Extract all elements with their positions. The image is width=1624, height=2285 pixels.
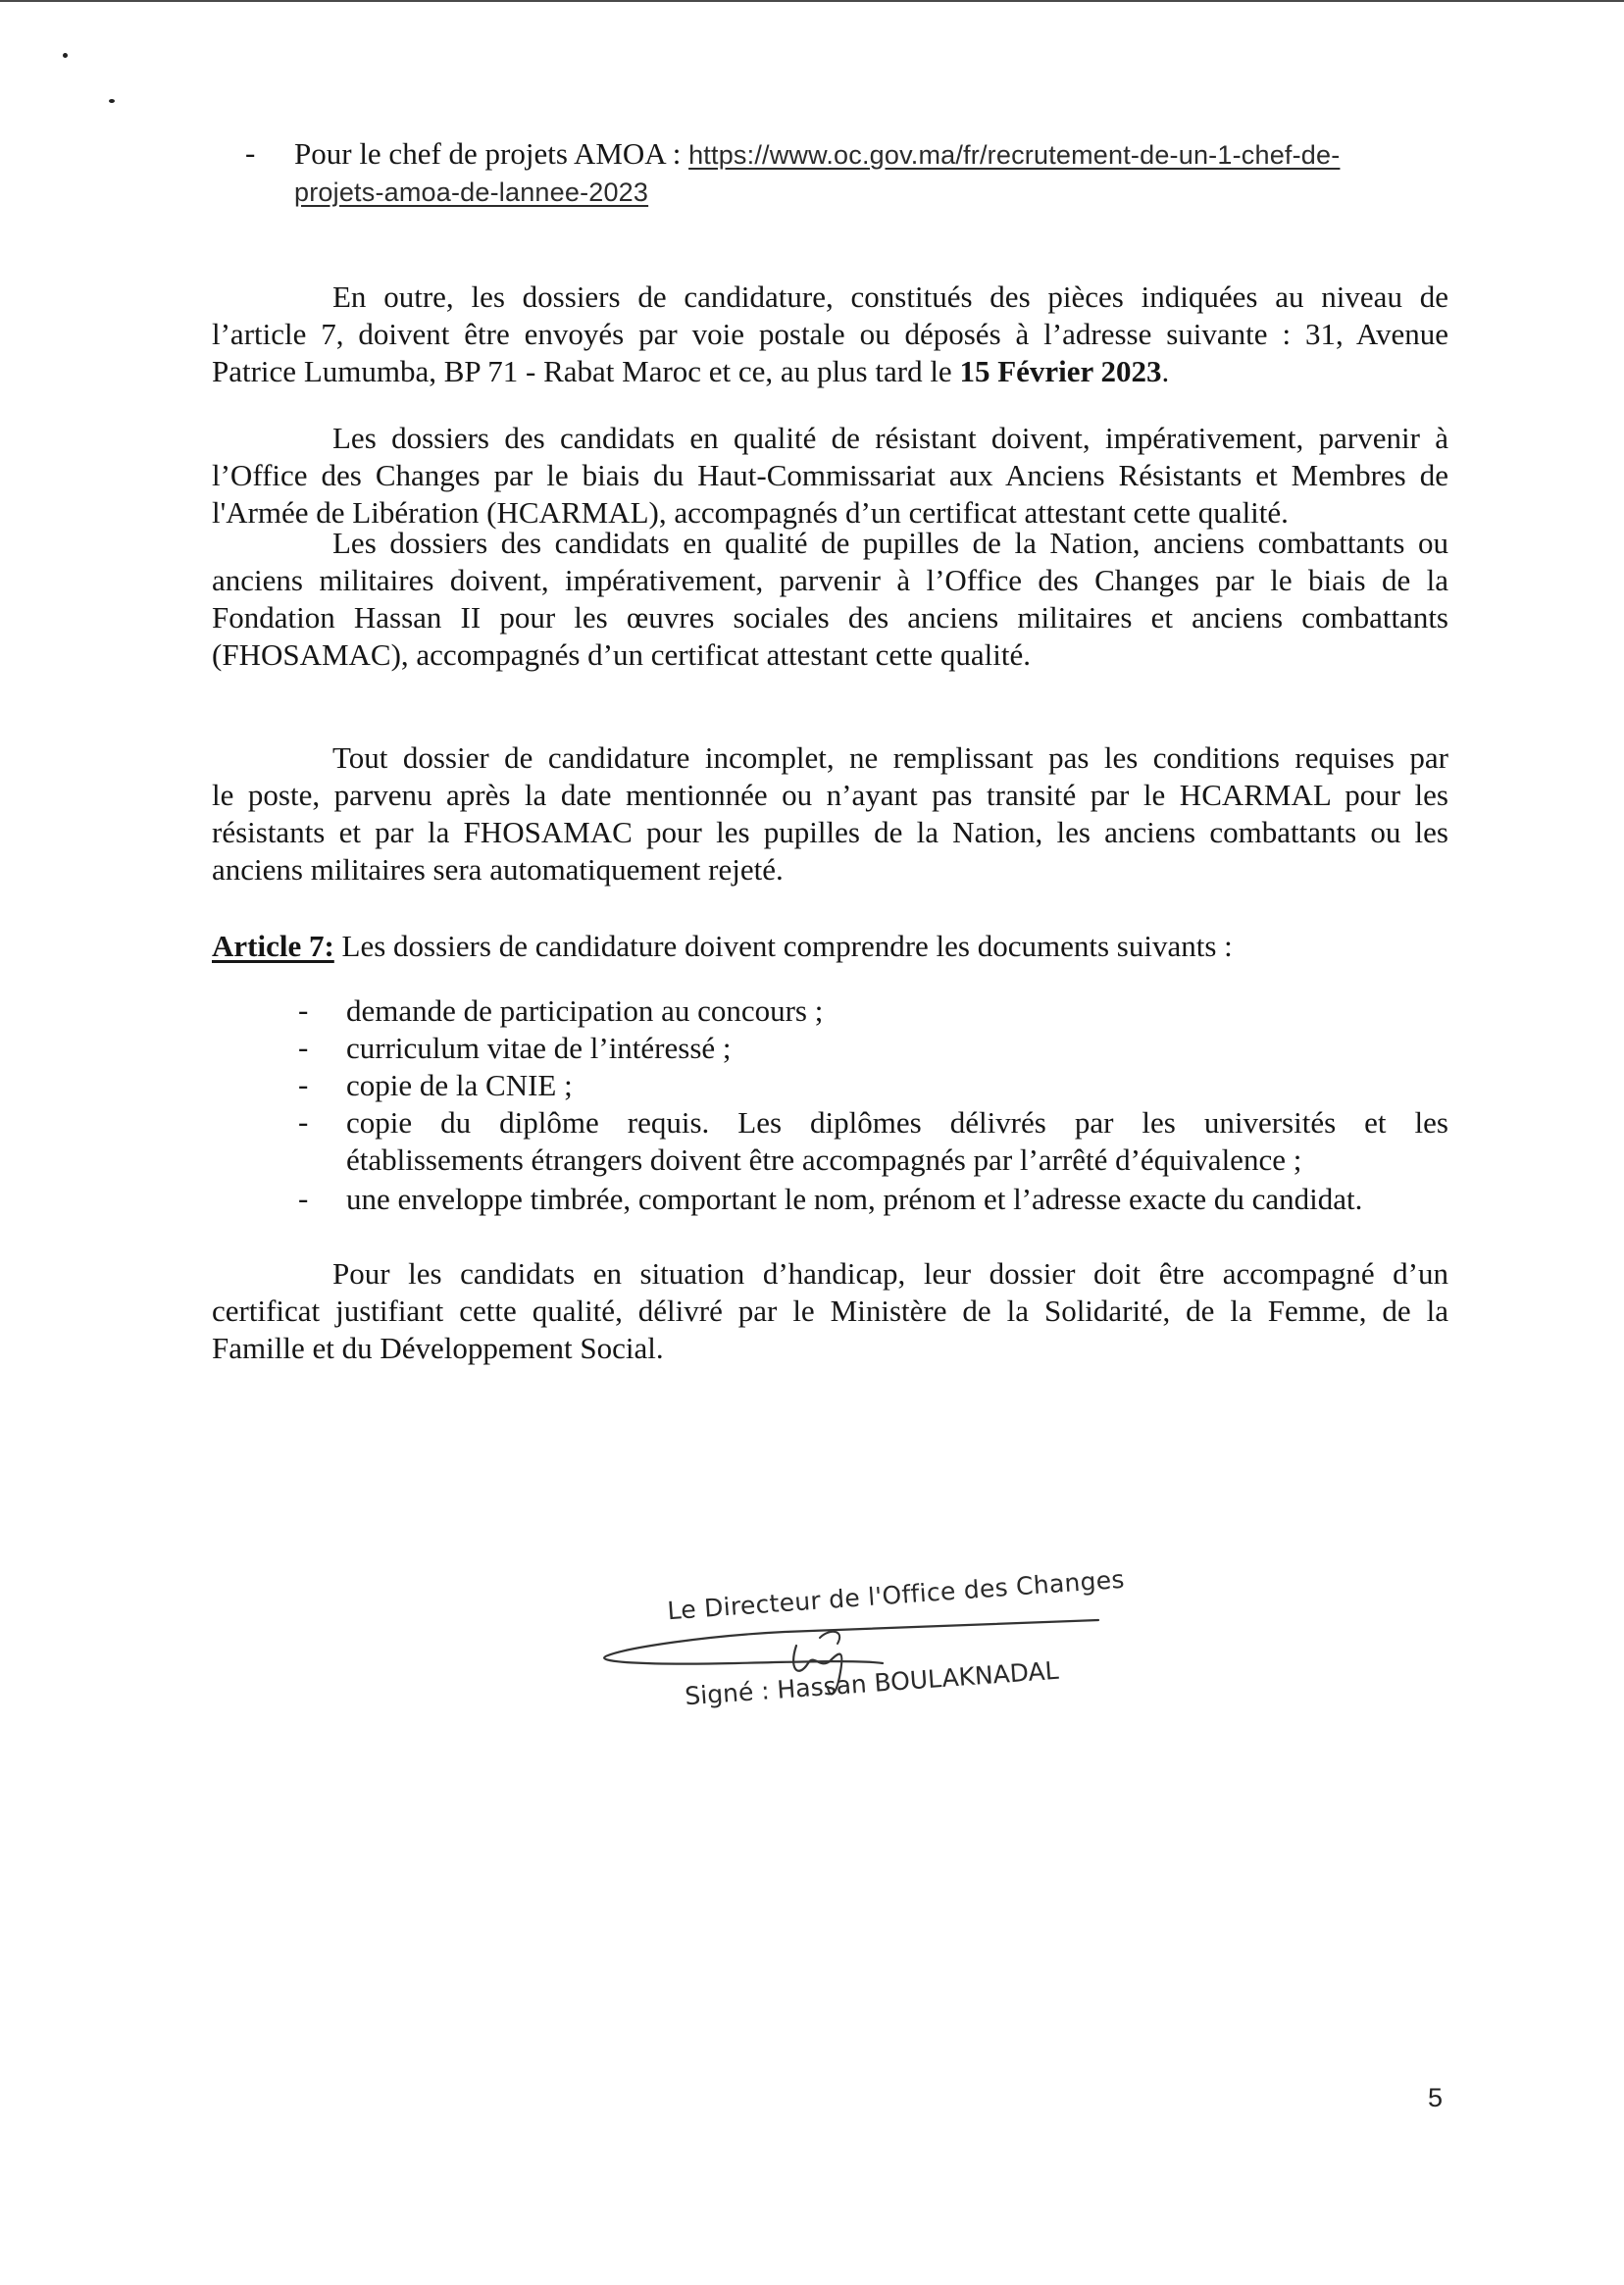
amoa-link-item: [294, 135, 1340, 174]
text-line: l’Office des Changes par le biais du Haut-Commissariat aux Anciens Résistants et Membres de: [212, 458, 1448, 492]
amoa-url-link-cont[interactable]: projets-amoa-de-lannee-2023: [294, 178, 649, 207]
list-dash: -: [298, 1181, 309, 1215]
text-fragment: .: [1161, 354, 1170, 388]
text-line: établissements étrangers doivent être accompagnés par l’arrêté d’équivalence ;: [346, 1142, 1302, 1177]
scan-speck: [109, 99, 115, 103]
text-line: l’article 7, doivent être envoyés par voie postale ou déposés à l’adresse suivante : 31, Avenue: [212, 317, 1448, 351]
list-dash: -: [245, 135, 256, 170]
list-item: curriculum vitae de l’intéressé ;: [346, 1031, 732, 1065]
list-dash: -: [298, 1030, 309, 1064]
text-line: Les dossiers des candidats en qualité de pupilles de la Nation, anciens combattants ou: [332, 526, 1448, 560]
text-line: le poste, parvenu après la date mentionnée ou n’ayant pas transité par le HCARMAL pour les: [212, 778, 1448, 812]
text-fragment: Patrice Lumumba, BP 71 - Rabat Maroc et ce, au plus tard le: [212, 354, 960, 388]
article-7-heading: Article 7:: [212, 929, 334, 963]
deadline-date: 15 Février 2023: [959, 354, 1162, 388]
text-line: (FHOSAMAC), accompagnés d’un certificat attestant cette qualité.: [212, 637, 1032, 672]
signature-title: Le Directeur de l'Office des Changes: [666, 1564, 1126, 1626]
text-line: En outre, les dossiers de candidature, constitués des pièces indiquées au niveau de: [332, 279, 1448, 314]
text-line: copie du diplôme requis. Les diplômes délivrés par les universités et les: [346, 1105, 1448, 1140]
paragraph-incomplete: [212, 739, 1448, 889]
text-line: anciens militaires doivent, impérativement, parvenir à l’Office des Changes par le biais de la: [212, 563, 1448, 597]
amoa-link-item-cont: [294, 173, 648, 211]
text-line: l'Armée de Libération (HCARMAL), accompagnés d’un certificat attestant cette qualité.: [212, 495, 1289, 530]
text-line: anciens militaires sera automatiquement rejeté.: [212, 852, 784, 887]
paragraph-pupilles: [212, 525, 1448, 674]
paragraph-resistants: [212, 420, 1448, 532]
text-line: Fondation Hassan II pour les œuvres sociales des anciens militaires et anciens combattants: [212, 600, 1448, 635]
text-line: Les dossiers des candidats en qualité de résistant doivent, impérativement, parvenir à: [332, 421, 1448, 455]
signature-name: Signé : Hassan BOULAKNADAL: [684, 1655, 1060, 1711]
text-line: Pour les candidats en situation d’handicap, leur dossier doit être accompagné d’un: [332, 1256, 1448, 1291]
list-item: demande de participation au concours ;: [346, 993, 824, 1028]
list-item: une enveloppe timbrée, comportant le nom, prénom et l’adresse exacte du candidat.: [346, 1182, 1363, 1216]
signature-block: [588, 1564, 1138, 1746]
article-7-heading-line: [212, 928, 1233, 965]
page-number: 5: [1428, 2083, 1444, 2112]
list-dash: -: [298, 1067, 309, 1101]
text-line: certificat justifiant cette qualité, délivré par le Ministère de la Solidarité, de la Femme, de la: [212, 1294, 1448, 1328]
scan-top-edge: [0, 0, 1624, 2]
text-line: résistants et par la FHOSAMAC pour les pupilles de la Nation, les anciens combattants ou les: [212, 815, 1448, 849]
list-item: copie de la CNIE ;: [346, 1068, 573, 1102]
amoa-label: Pour le chef de projets AMOA :: [294, 136, 689, 171]
list-item-multiline: [346, 1104, 1448, 1179]
text-line: Tout dossier de candidature incomplet, ne remplissant pas les conditions requises par: [332, 740, 1448, 775]
article-7-intro: Les dossiers de candidature doivent comprendre les documents suivants :: [333, 929, 1233, 963]
list-dash: -: [298, 1104, 309, 1139]
amoa-url-link[interactable]: https://www.oc.gov.ma/fr/recrutement-de-un-1-chef-de-: [688, 140, 1341, 170]
paragraph-handicap: [212, 1255, 1448, 1367]
list-dash: -: [298, 992, 309, 1027]
paragraph-submission: [212, 279, 1448, 390]
text-line-deadline: [212, 353, 1448, 390]
scan-speck: [63, 53, 68, 58]
text-line: Famille et du Développement Social.: [212, 1331, 664, 1365]
